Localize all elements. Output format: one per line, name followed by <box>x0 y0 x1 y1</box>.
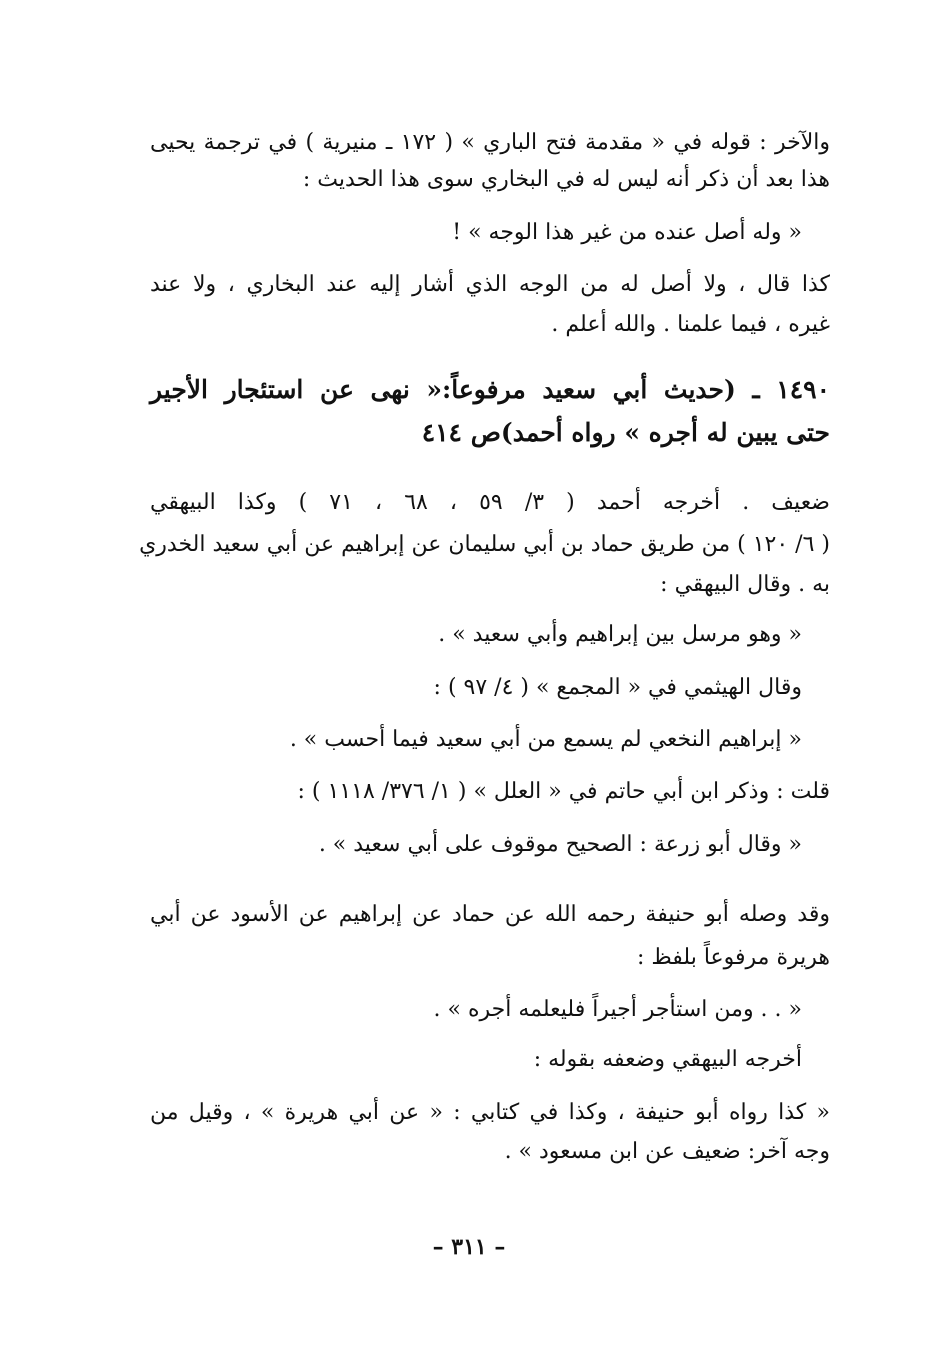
text-line: غيره ، فيما علمنا . والله أعلم . <box>551 312 830 337</box>
page-number: – ٣١١ – <box>432 1234 506 1260</box>
text-line: به . وقال البيهقي : <box>660 572 830 597</box>
text-line: هذا بعد أن ذكر أنه ليس له في البخاري سوى هذا الحديث : <box>302 167 830 192</box>
quote-line: « . . ومن استأجر أجيراً فليعلمه أجره » . <box>433 997 802 1022</box>
quote-line: « وقال أبو زرعة : الصحيح موقوف على أبي سعيد » . <box>318 832 802 857</box>
text-line: هريرة مرفوعاً بلفظ : <box>637 945 830 970</box>
hadith-heading: ١٤٩٠ ـ (حديث أبي سعيد مرفوعاً:« نهى عن استئجار الأجير <box>150 375 830 404</box>
quote-line: وجه آخر: ضعيف عن ابن مسعود » . <box>504 1139 830 1164</box>
text-line: قلت : وذكر ابن أبي حاتم في « العلل » ( ١/ ٣٧٦/ ١١١٨ ) : <box>297 779 830 804</box>
text-line: والآخر : قوله في « مقدمة فتح الباري » ( ١٧٢ ـ منيرية ) في ترجمة يحيى <box>150 130 831 155</box>
text-line: كذا قال ، ولا أصل له من الوجه الذي أشار إليه عند البخاري ، ولا عند <box>150 272 830 297</box>
text-line: ( ٦/ ١٢٠ ) من طريق حماد بن أبي سليمان عن إبراهيم عن أبي سعيد الخدري <box>139 532 830 557</box>
hadith-heading: حتى يبين له أجره » رواه أحمد)ص ٤١٤ <box>421 418 830 447</box>
quote-line: « وله أصل عنده من غير هذا الوجه » ! <box>452 220 802 245</box>
quote-line: « كذا رواه أبو حنيفة ، وكذا في كتابي : « عن أبي هريرة » ، وقيل من <box>150 1100 830 1125</box>
text-line: وقال الهيثمي في « المجمع » ( ٤/ ٩٧ ) : <box>433 675 802 700</box>
quote-line: « إبراهيم النخعي لم يسمع من أبي سعيد فيما أحسب » . <box>289 727 802 752</box>
text-line: ضعيف . أخرجه أحمد ( ٣/ ٥٩ ، ٦٨ ، ٧١ ) وكذا البيهقي <box>150 490 830 515</box>
quote-line: « وهو مرسل بين إبراهيم وأبي سعيد » . <box>438 622 802 647</box>
text-line: وقد وصله أبو حنيفة رحمه الله عن حماد عن إبراهيم عن الأسود عن أبي <box>150 902 830 927</box>
text-line: أخرجه البيهقي وضعفه بقوله : <box>533 1047 802 1072</box>
